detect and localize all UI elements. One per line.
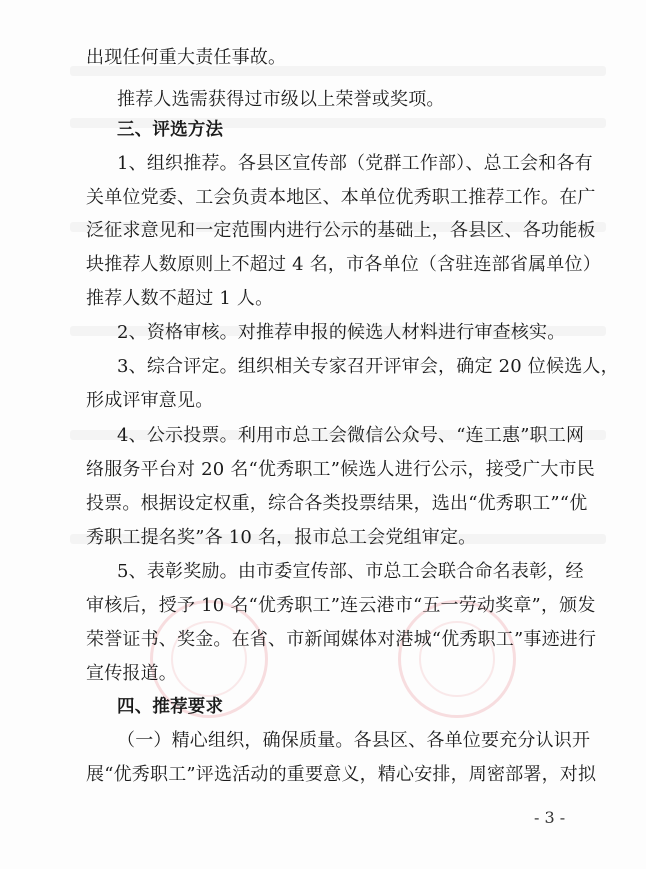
paragraph-line: 形成评审意见。 bbox=[86, 390, 214, 411]
paragraph-line: 审核后，授予 10 名“优秀职工”连云港市“五一劳动奖章”，颁发 bbox=[86, 595, 596, 616]
paragraph-line: 投票。根据设定权重，综合各类投票结果，选出“优秀职工”“优 bbox=[86, 493, 588, 514]
paragraph-line: 络服务平台对 20 名“优秀职工”候选人进行公示，接受广大市民 bbox=[86, 459, 595, 480]
paragraph-line: 宣传报道。 bbox=[86, 663, 177, 684]
paragraph-line: 3、综合评定。组织相关专家召开评审会，确定 20 位候选人， bbox=[117, 356, 619, 377]
page-number: - 3 - bbox=[534, 808, 566, 827]
paragraph-line: 推荐人数不超过 1 人。 bbox=[86, 288, 274, 309]
paragraph-line: 推荐人选需获得过市级以上荣誉或奖项。 bbox=[117, 89, 445, 110]
paragraph-line: 块推荐人数原则上不超过 4 名，市各单位（含驻连部省属单位） bbox=[86, 254, 601, 275]
paragraph-line: 泛征求意见和一定范围内进行公示的基础上，各县区、各功能板 bbox=[86, 220, 596, 241]
paragraph-line: 秀职工提名奖”各 10 名，报市总工会党组审定。 bbox=[86, 527, 477, 548]
paragraph-line: 4、公示投票。利用市总工会微信公众号、“连工惠”职工网 bbox=[117, 425, 585, 446]
paragraph-line: 1、组织推荐。各县区宣传部（党群工作部）、总工会和各有 bbox=[117, 153, 593, 174]
paragraph-line: 关单位党委、工会负责本地区、本单位优秀职工推荐工作。在广 bbox=[86, 187, 596, 208]
paragraph-line: （一）精心组织，确保质量。各县区、各单位要充分认识开 bbox=[117, 730, 591, 751]
paragraph-line: 2、资格审核。对推荐申报的候选人材料进行审查核实。 bbox=[117, 322, 566, 343]
section-heading: 四、推荐要求 bbox=[117, 697, 224, 717]
seal-bleed-right bbox=[398, 600, 516, 718]
paragraph-line: 5、表彰奖励。由市委宣传部、市总工会联合命名表彰，经 bbox=[117, 561, 584, 582]
section-heading: 三、评选方法 bbox=[117, 120, 224, 140]
paragraph-line: 荣誉证书、奖金。在省、市新闻媒体对港城“优秀职工”事迹进行 bbox=[86, 629, 597, 650]
paragraph-line: 出现任何重大责任事故。 bbox=[86, 47, 287, 68]
paragraph-line: 展“优秀职工”评选活动的重要意义，精心安排，周密部署，对拟 bbox=[86, 764, 597, 785]
